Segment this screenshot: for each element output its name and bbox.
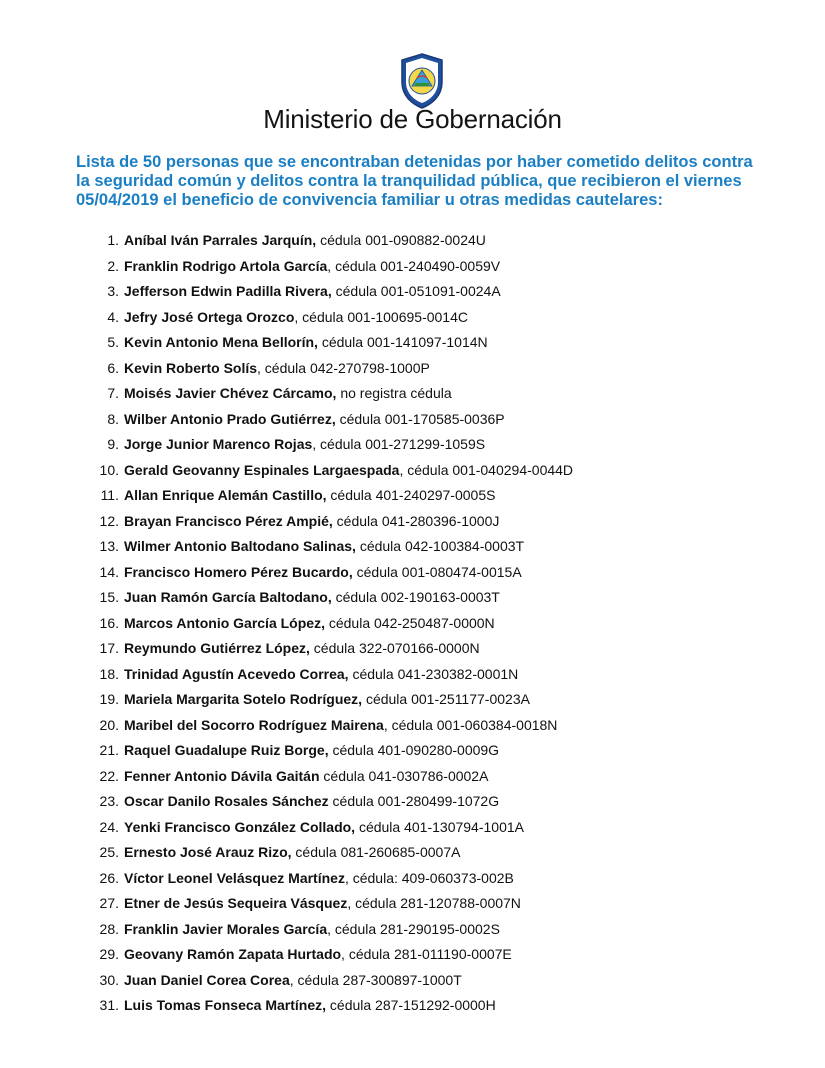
- list-item: [0, 562, 825, 588]
- list-item: [0, 256, 825, 282]
- list-item: [0, 409, 825, 435]
- person-name: Brayan Francisco Pérez Ampié,: [124, 512, 333, 529]
- person-name: Jorge Junior Marenco Rojas: [124, 436, 313, 452]
- item-body: [124, 307, 468, 327]
- id-detail: cédula 401-130794-1001A: [355, 818, 524, 835]
- item-body: [124, 281, 501, 301]
- list-item: [0, 434, 825, 460]
- person-name: Raquel Guadalupe Ruiz Borge,: [124, 742, 329, 758]
- id-detail: cédula 001-251177-0023A: [362, 691, 530, 707]
- list-item: [0, 638, 825, 664]
- item-body: [124, 358, 430, 378]
- id-detail: , cédula 001-271299-1059S: [312, 436, 486, 452]
- item-body: [124, 638, 480, 658]
- person-name: Jefferson Edwin Padilla Rivera,: [124, 283, 332, 299]
- item-number: 25.: [99, 844, 119, 860]
- id-detail: cédula 001-141097-1014N: [317, 334, 488, 350]
- list-item: [0, 307, 825, 333]
- id-detail: , cédula 281-290195-0002S: [327, 920, 500, 937]
- item-number: 7.: [107, 385, 119, 401]
- person-name: Fenner Antonio Dávila Gaitán: [124, 767, 320, 784]
- item-body: [124, 383, 452, 403]
- item-number: 11.: [100, 487, 119, 503]
- person-name: Oscar Danilo Rosales Sánchez: [124, 793, 329, 809]
- item-number: 17.: [99, 640, 119, 656]
- person-name: Wilmer Antonio Baltodano Salinas,: [124, 538, 356, 554]
- item-number: 1.: [107, 232, 119, 248]
- item-body: [124, 562, 522, 582]
- id-detail: cédula 042-250487-0000N: [324, 614, 495, 631]
- person-name: Trinidad Agustín Acevedo Correa,: [124, 665, 349, 682]
- person-name: Mariela Margarita Sotelo Rodríguez,: [124, 691, 363, 707]
- item-number: 12.: [99, 512, 119, 529]
- person-name: Kevin Antonio Mena Bellorín,: [124, 334, 318, 350]
- person-name: Allan Enrique Alemán Castillo,: [124, 487, 327, 503]
- item-body: [124, 817, 524, 837]
- item-number: 22.: [99, 767, 119, 784]
- person-name: Jefry José Ortega Orozco: [124, 308, 295, 325]
- list-item: [0, 511, 825, 537]
- list-item: [0, 944, 825, 970]
- list-item: [0, 230, 825, 256]
- item-number: 4.: [107, 308, 119, 325]
- person-name: Aníbal Iván Parrales Jarquín,: [124, 232, 317, 248]
- id-detail: , cédula 281-011190-0007E: [341, 946, 512, 962]
- list-item: [0, 766, 825, 792]
- list-item: [0, 587, 825, 613]
- list-item: [0, 995, 825, 1021]
- item-number: 10.: [99, 461, 119, 478]
- person-name: Juan Ramón García Baltodano,: [124, 589, 332, 605]
- item-number: 23.: [99, 793, 119, 809]
- person-name: Franklin Javier Morales García: [124, 920, 328, 937]
- item-number: 20.: [99, 716, 119, 733]
- person-name: Ernesto José Arauz Rizo,: [124, 844, 292, 860]
- person-name: Geovany Ramón Zapata Hurtado: [124, 946, 342, 962]
- list-item: [0, 842, 825, 868]
- item-number: 26.: [99, 869, 119, 886]
- item-number: 19.: [99, 691, 119, 707]
- list-item: [0, 281, 825, 307]
- person-name: Marcos Antonio García López,: [124, 614, 325, 631]
- item-number: 3.: [107, 283, 119, 299]
- item-body: [124, 995, 496, 1015]
- id-detail: , cédula 001-060384-0018N: [383, 716, 558, 733]
- item-number: 24.: [99, 818, 119, 835]
- list-item: [0, 740, 825, 766]
- id-detail: , cédula 042-270798-1000P: [257, 359, 430, 376]
- item-body: [124, 868, 514, 888]
- id-detail: no registra cédula: [336, 385, 452, 401]
- item-body: [124, 230, 486, 250]
- item-body: [124, 944, 512, 964]
- list-item: [0, 817, 825, 843]
- id-detail: , cédula 001-100695-0014C: [294, 308, 468, 325]
- id-detail: cédula 042-100384-0003T: [355, 538, 525, 554]
- id-detail: cédula 041-230382-0001N: [348, 665, 519, 682]
- list-item: [0, 868, 825, 894]
- id-detail: , cédula 287-300897-1000T: [289, 971, 462, 988]
- item-body: [124, 970, 462, 990]
- item-number: 15.: [99, 589, 119, 605]
- item-body: [124, 587, 500, 607]
- item-number: 5.: [107, 334, 119, 350]
- people-list: [0, 230, 825, 1021]
- id-detail: cédula 001-051091-0024A: [331, 283, 501, 299]
- intro-paragraph: Lista de 50 personas que se encontraban detenidas por haber cometido delitos contra la seguridad común y delitos contra la tranquilidad pública, que recibieron el viernes 05/04/2019 el beneficio de convivencia familiar u otras medidas cautelares:: [76, 153, 753, 209]
- person-name: Wilber Antonio Prado Gutiérrez,: [124, 410, 336, 427]
- person-name: Francisco Homero Pérez Bucardo,: [124, 563, 353, 580]
- item-body: [124, 332, 488, 352]
- item-body: [124, 740, 499, 760]
- person-name: Víctor Leonel Velásquez Martínez: [124, 869, 345, 886]
- item-number: 21.: [99, 742, 119, 758]
- item-body: [124, 791, 499, 811]
- person-name: Kevin Roberto Solís: [124, 359, 258, 376]
- item-number: 6.: [107, 359, 119, 376]
- id-detail: , cédula 281-120788-0007N: [347, 895, 521, 911]
- person-name: Reymundo Gutiérrez López,: [124, 640, 310, 656]
- list-item: [0, 536, 825, 562]
- item-number: 8.: [107, 410, 119, 427]
- id-detail: cédula 041-030786-0002A: [319, 767, 489, 784]
- item-body: [124, 511, 499, 531]
- list-item: [0, 383, 825, 409]
- id-detail: , cédula: 409-060373-002B: [344, 869, 514, 886]
- list-item: [0, 970, 825, 996]
- item-body: [124, 766, 488, 786]
- list-item: [0, 332, 825, 358]
- item-number: 2.: [107, 257, 119, 274]
- item-number: 29.: [99, 946, 119, 962]
- list-item: [0, 919, 825, 945]
- id-detail: cédula 322-070166-0000N: [309, 640, 480, 656]
- item-number: 30.: [99, 971, 119, 988]
- item-number: 13.: [99, 538, 119, 554]
- item-body: [124, 842, 460, 862]
- item-body: [124, 664, 518, 684]
- item-body: [124, 409, 505, 429]
- item-body: [124, 715, 557, 735]
- id-detail: cédula 001-090882-0024U: [316, 232, 486, 248]
- id-detail: , cédula 001-040294-0044D: [399, 461, 574, 478]
- item-body: [124, 919, 500, 939]
- list-item: [0, 613, 825, 639]
- list-item: [0, 689, 825, 715]
- id-detail: cédula 401-240297-0005S: [326, 487, 496, 503]
- list-item: [0, 664, 825, 690]
- item-number: 14.: [99, 563, 119, 580]
- id-detail: cédula 287-151292-0000H: [326, 997, 496, 1013]
- id-detail: cédula 041-280396-1000J: [332, 512, 500, 529]
- item-number: 28.: [99, 920, 119, 937]
- item-number: 9.: [107, 436, 119, 452]
- person-name: Moisés Javier Chévez Cárcamo,: [124, 385, 337, 401]
- item-body: [124, 689, 530, 709]
- person-name: Juan Daniel Corea Corea: [124, 971, 290, 988]
- id-detail: cédula 401-090280-0009G: [328, 742, 500, 758]
- id-detail: cédula 001-170585-0036P: [335, 410, 505, 427]
- item-number: 31.: [99, 997, 119, 1013]
- id-detail: cédula 081-260685-0007A: [291, 844, 461, 860]
- item-number: 27.: [99, 895, 119, 911]
- list-item: [0, 358, 825, 384]
- item-number: 16.: [99, 614, 119, 631]
- item-body: [124, 613, 495, 633]
- list-item: [0, 791, 825, 817]
- person-name: Luis Tomas Fonseca Martínez,: [124, 997, 327, 1013]
- id-detail: cédula 002-190163-0003T: [331, 589, 500, 605]
- list-item: [0, 715, 825, 741]
- id-detail: cédula 001-280499-1072G: [328, 793, 500, 809]
- item-body: [124, 536, 524, 556]
- person-name: Franklin Rodrigo Artola García: [124, 257, 328, 274]
- person-name: Gerald Geovanny Espinales Largaespada: [124, 461, 400, 478]
- list-item: [0, 460, 825, 486]
- id-detail: cédula 001-080474-0015A: [352, 563, 522, 580]
- id-detail: , cédula 001-240490-0059V: [327, 257, 501, 274]
- person-name: Maribel del Socorro Rodríguez Mairena: [124, 716, 384, 733]
- ministry-title: Ministerio de Gobernación: [263, 104, 562, 134]
- item-body: [124, 485, 495, 505]
- item-number: 18.: [99, 665, 119, 682]
- list-item: [0, 893, 825, 919]
- government-seal-icon: [398, 52, 446, 110]
- item-body: [124, 434, 485, 454]
- item-body: [124, 893, 521, 913]
- person-name: Etner de Jesús Sequeira Vásquez: [124, 895, 348, 911]
- person-name: Yenki Francisco González Collado,: [124, 818, 356, 835]
- item-body: [124, 460, 573, 480]
- item-body: [124, 256, 500, 276]
- list-item: [0, 485, 825, 511]
